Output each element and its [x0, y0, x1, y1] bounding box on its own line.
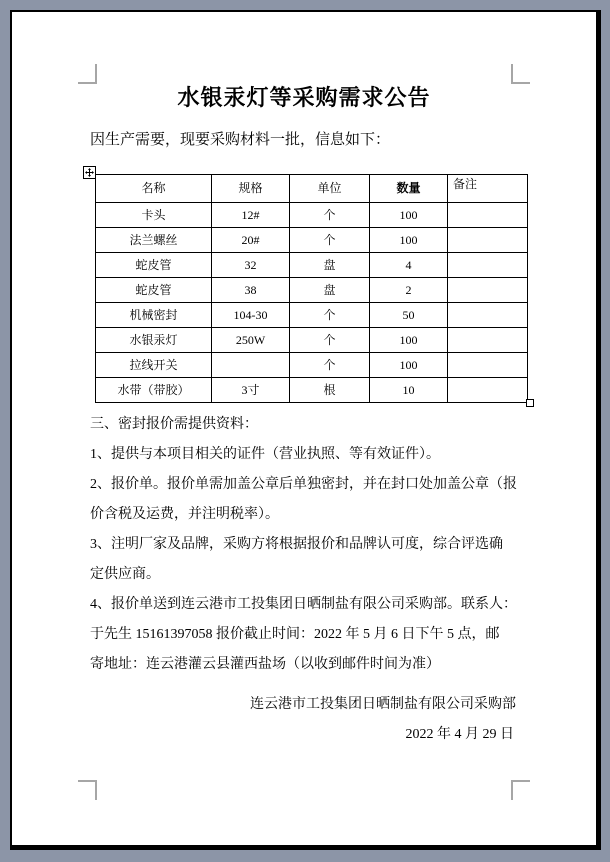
body-line[interactable]: 价含税及运费，并注明税率）。: [90, 507, 279, 522]
table-resize-handle[interactable]: [526, 399, 534, 407]
cell-spec[interactable]: 38: [212, 278, 290, 303]
table-row: [96, 353, 528, 378]
body-line[interactable]: 2、报价单。报价单需加盖公章后单独密封，并在封口处加盖公章（报: [90, 477, 517, 492]
crop-mark-bottom-left: [78, 780, 97, 800]
cell-note[interactable]: [448, 203, 528, 228]
cell-note[interactable]: [448, 378, 528, 403]
cell-unit[interactable]: 个: [290, 353, 370, 378]
page-title[interactable]: 水银汞灯等采购需求公告: [177, 85, 431, 110]
cell-spec[interactable]: 250W: [212, 328, 290, 353]
cell-note[interactable]: [448, 303, 528, 328]
cell-name[interactable]: 法兰螺丝: [96, 228, 212, 253]
cell-quantity[interactable]: 100: [370, 228, 448, 253]
crop-mark-top-left: [78, 64, 97, 84]
cell-spec[interactable]: 3寸: [212, 378, 290, 403]
cell-spec[interactable]: 12#: [212, 203, 290, 228]
cell-name[interactable]: 蛇皮管: [96, 253, 212, 278]
cell-unit[interactable]: 根: [290, 378, 370, 403]
table-row: [96, 328, 528, 353]
move-cross-icon: [85, 164, 94, 182]
cell-note[interactable]: [448, 228, 528, 253]
header-name[interactable]: 名称: [96, 175, 212, 203]
cell-quantity[interactable]: 4: [370, 253, 448, 278]
table-row: [96, 203, 528, 228]
cell-quantity[interactable]: 100: [370, 353, 448, 378]
table-row: [96, 228, 528, 253]
cell-name[interactable]: 蛇皮管: [96, 278, 212, 303]
signature-line[interactable]: 连云港市工投集团日晒制盐有限公司采购部: [250, 697, 516, 712]
cell-quantity[interactable]: 10: [370, 378, 448, 403]
body-text: [90, 410, 524, 750]
cell-note[interactable]: [448, 278, 528, 303]
cell-quantity[interactable]: 50: [370, 303, 448, 328]
crop-mark-top-right: [511, 64, 530, 84]
cell-spec[interactable]: 104-30: [212, 303, 290, 328]
body-line[interactable]: 4、报价单送到连云港市工投集团日晒制盐有限公司采购部。联系人：: [90, 597, 517, 612]
items-table: [95, 174, 528, 403]
cell-unit[interactable]: 个: [290, 228, 370, 253]
section-heading[interactable]: 三、密封报价需提供资料：: [90, 417, 258, 432]
table-row: [96, 278, 528, 303]
cell-unit[interactable]: 个: [290, 303, 370, 328]
cell-note[interactable]: [448, 353, 528, 378]
date-line[interactable]: 2022 年 4 月 29 日: [405, 727, 514, 742]
header-spec[interactable]: 规格: [212, 175, 290, 203]
body-line[interactable]: 定供应商。: [90, 567, 160, 582]
table-row: [96, 253, 528, 278]
cell-name[interactable]: 机械密封: [96, 303, 212, 328]
header-unit[interactable]: 单位: [290, 175, 370, 203]
cell-unit[interactable]: 个: [290, 328, 370, 353]
cell-spec[interactable]: [212, 353, 290, 378]
cell-unit[interactable]: 盘: [290, 253, 370, 278]
cell-spec[interactable]: 32: [212, 253, 290, 278]
table-row: [96, 378, 528, 403]
crop-mark-bottom-right: [511, 780, 530, 800]
table-header-row: [96, 175, 528, 203]
cell-name[interactable]: 水带（带胶）: [96, 378, 212, 403]
cell-name[interactable]: 卡头: [96, 203, 212, 228]
body-line[interactable]: 于先生 15161397058 报价截止时间：2022 年 5 月 6 日下午 5 点，邮: [90, 627, 500, 642]
cell-name[interactable]: 水银汞灯: [96, 328, 212, 353]
header-quantity[interactable]: 数量: [370, 175, 448, 203]
intro-paragraph[interactable]: 因生产需要，现要采购材料一批，信息如下：: [90, 132, 391, 148]
cell-unit[interactable]: 盘: [290, 278, 370, 303]
cell-note[interactable]: [448, 253, 528, 278]
cell-quantity[interactable]: 100: [370, 203, 448, 228]
body-line[interactable]: 1、提供与本项目相关的证件（营业执照、等有效证件）。: [90, 447, 440, 462]
body-line[interactable]: 寄地址：连云港灌云县灌西盐场（以收到邮件时间为准）: [90, 657, 440, 672]
cell-quantity[interactable]: 100: [370, 328, 448, 353]
cell-note[interactable]: [448, 328, 528, 353]
cell-spec[interactable]: 20#: [212, 228, 290, 253]
header-note[interactable]: 备注: [448, 175, 528, 203]
cell-quantity[interactable]: 2: [370, 278, 448, 303]
table-row: [96, 303, 528, 328]
cell-name[interactable]: 拉线开关: [96, 353, 212, 378]
body-line[interactable]: 3、注明厂家及品牌，采购方将根据报价和品牌认可度，综合评选确: [90, 537, 503, 552]
document-page: [10, 10, 601, 850]
cell-unit[interactable]: 个: [290, 203, 370, 228]
